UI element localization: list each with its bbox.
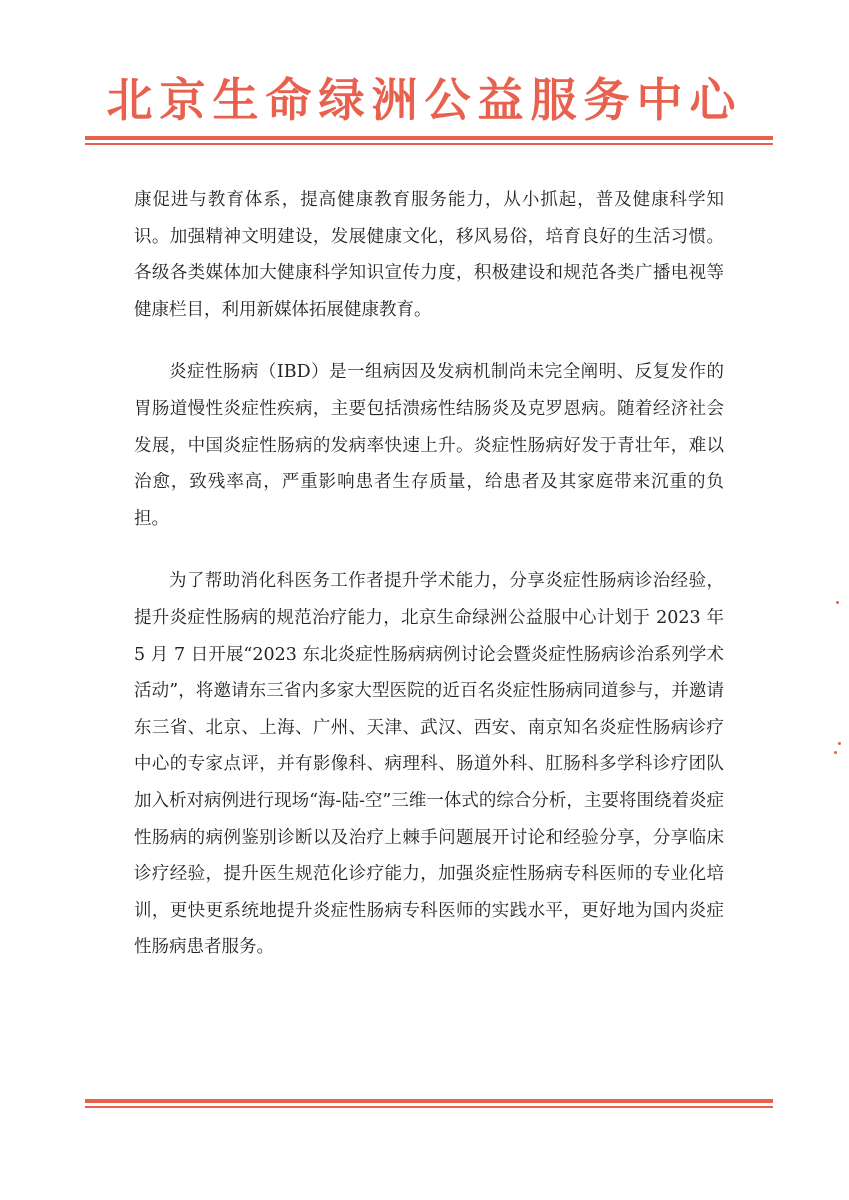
letterhead-top-rule <box>85 136 773 145</box>
letterhead-title: 北京生命绿洲公益服务中心 <box>106 73 743 127</box>
rule-thin-line <box>85 1106 773 1108</box>
paragraph-ibd-background: 炎症性肠病（IBD）是一组病因及发病机制尚未完全阐明、反复发作的胃肠道慢性炎症性疾病，主要包括溃疡性结肠炎及克罗恩病。随着经济社会发展，中国炎症性肠病的发病率快速上升。炎症性肠病好发于青壮年，难以治愈，致残率高，严重影响患者生存质量，给患者及其家庭带来沉重的负担。 <box>134 362 724 529</box>
rule-thin-line <box>85 143 773 145</box>
paragraph-event-plan: 为了帮助消化科医务工作者提升学术能力，分享炎症性肠病诊治经验，提升炎症性肠病的规范治疗能力，北京生命绿洲公益服中心计划于 2023 年 5 月 7 日开展“2023 东北炎症性肠病病例讨论会暨炎症性肠病诊治系列学术活动”，将邀请东三省内多家大型医院的近百名炎症性肠病同道参与，并邀请东三省、北京、上海、广州、天津、武汉、西安、南京知名炎症性肠病诊疗中心的专家点评，并有影像科、病理科、肠道外科、肛肠科多学科诊疗团队加入析对病例进行现场“海-陆-空”三维一体式的综合分析，主要将围绕着炎症性肠病的病例鉴别诊断以及治疗上棘手问题展开讨论和经验分享，分享临床诊疗经验，提升医生规范化诊疗能力，加强炎症性肠病专科医师的专业化培训，更快更系统地提升炎症性肠病专科医师的实践水平，更好地为国内炎症性肠病患者服务。 <box>134 571 724 958</box>
seal-edge-mark <box>836 601 839 604</box>
seal-edge-mark <box>834 751 837 754</box>
seal-edge-mark <box>838 742 841 745</box>
footer-rule <box>85 1099 773 1108</box>
document-body <box>134 182 724 966</box>
paragraph-continued: 康促进与教育体系，提高健康教育服务能力，从小抓起，普及健康科学知识。加强精神文明建设，发展健康文化，移风易俗，培育良好的生活习惯。各级各类媒体加大健康科学知识宣传力度，积极建设和规范各类广播电视等健康栏目，利用新媒体拓展健康教育。 <box>134 190 724 320</box>
